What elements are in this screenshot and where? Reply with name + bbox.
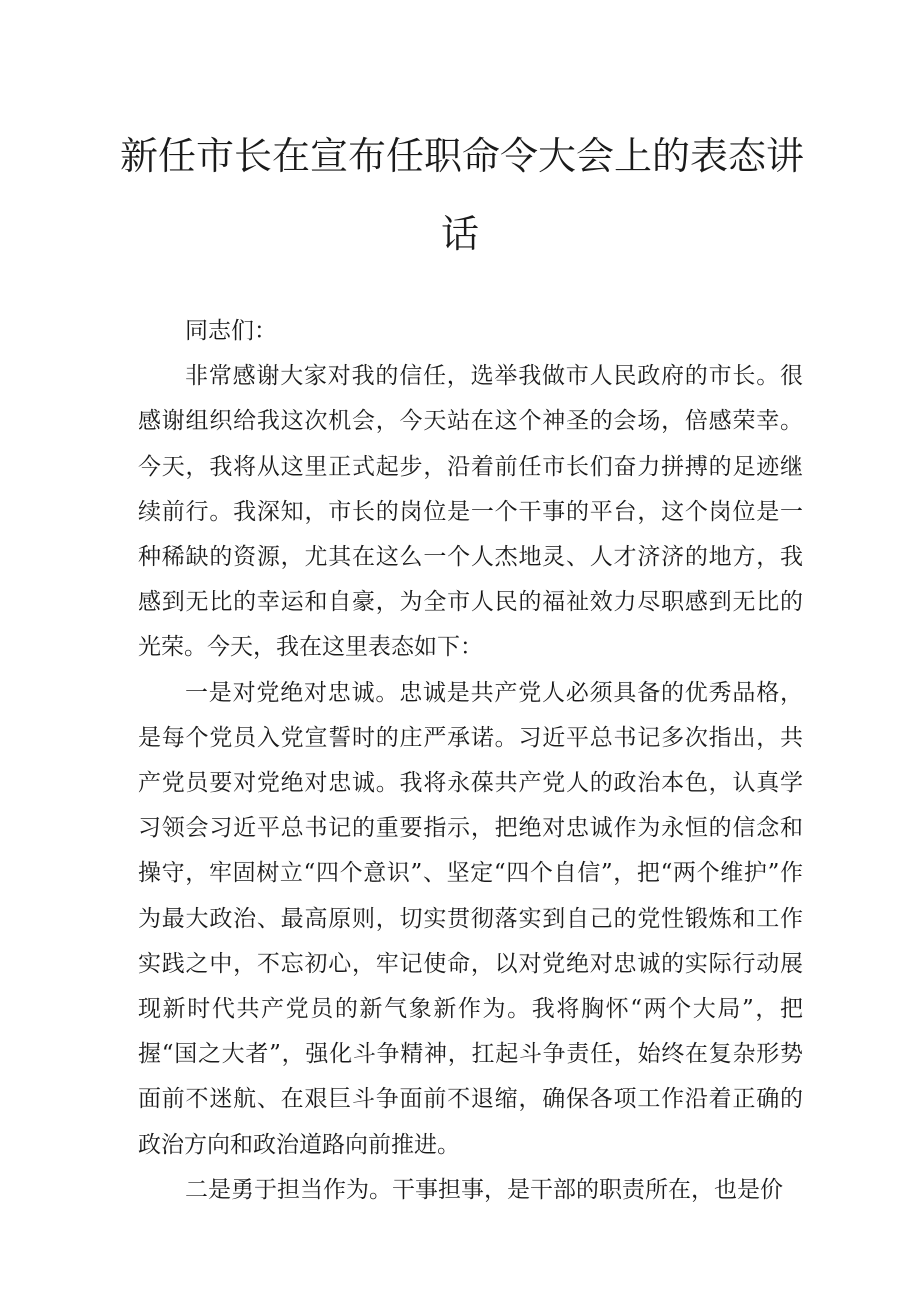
paragraph-responsibility: 二是勇于担当作为。干事担事，是干部的职责所在，也是价 — [185, 1176, 783, 1203]
document-title-line-2: 话 — [440, 212, 479, 256]
paragraph-intro: 非常感谢大家对我的信任，选举我做市人民政府的市长。很感谢组织给我这次机会，今天站在这个神圣的会场，倍感荣幸。今天，我将从这里正式起步，沿着前任市长们奋力拼搏的足迹继续前行。我深知，市长的岗位是一个干事的平台，这个岗位是一种稀缺的资源，尤其在这么一个人杰地灵、人才济济的地方，我感到无比的幸运和自豪，为全市人民的福祉效力尽职感到无比的光荣。今天，我在这里表态如下： — [138, 363, 803, 661]
paragraph-loyalty: 一是对党绝对忠诚。忠诚是共产党人必须具备的优秀品格，是每个党员入党宣誓时的庄严承诺。习近平总书记多次指出，共产党员要对党绝对忠诚。我将永葆共产党人的政治本色，认真学习领会习近平总书记的重要指示，把绝对忠诚作为永恒的信念和操守，牢固树立“四个意识”、坚定“四个自信”，把“两个维护”作为最大政治、最高原则，切实贯彻落实到自己的党性锻炼和工作实践之中，不忘初心，牢记使命，以对党绝对忠诚的实际行动展现新时代共产党员的新气象新作为。我将胸怀“两个大局”，把握“国之大者”，强化斗争精神，扛起斗争责任，始终在复杂形势面前不迷航、在艰巨斗争面前不退缩，确保各项工作沿着正确的政治方向和政治道路向前推进。 — [138, 679, 803, 1158]
document-body — [138, 309, 803, 1213]
document-title-line-1: 新任市长在宣布任职命令大会上的表态讲 — [120, 134, 805, 178]
salutation: 同志们： — [185, 318, 277, 344]
